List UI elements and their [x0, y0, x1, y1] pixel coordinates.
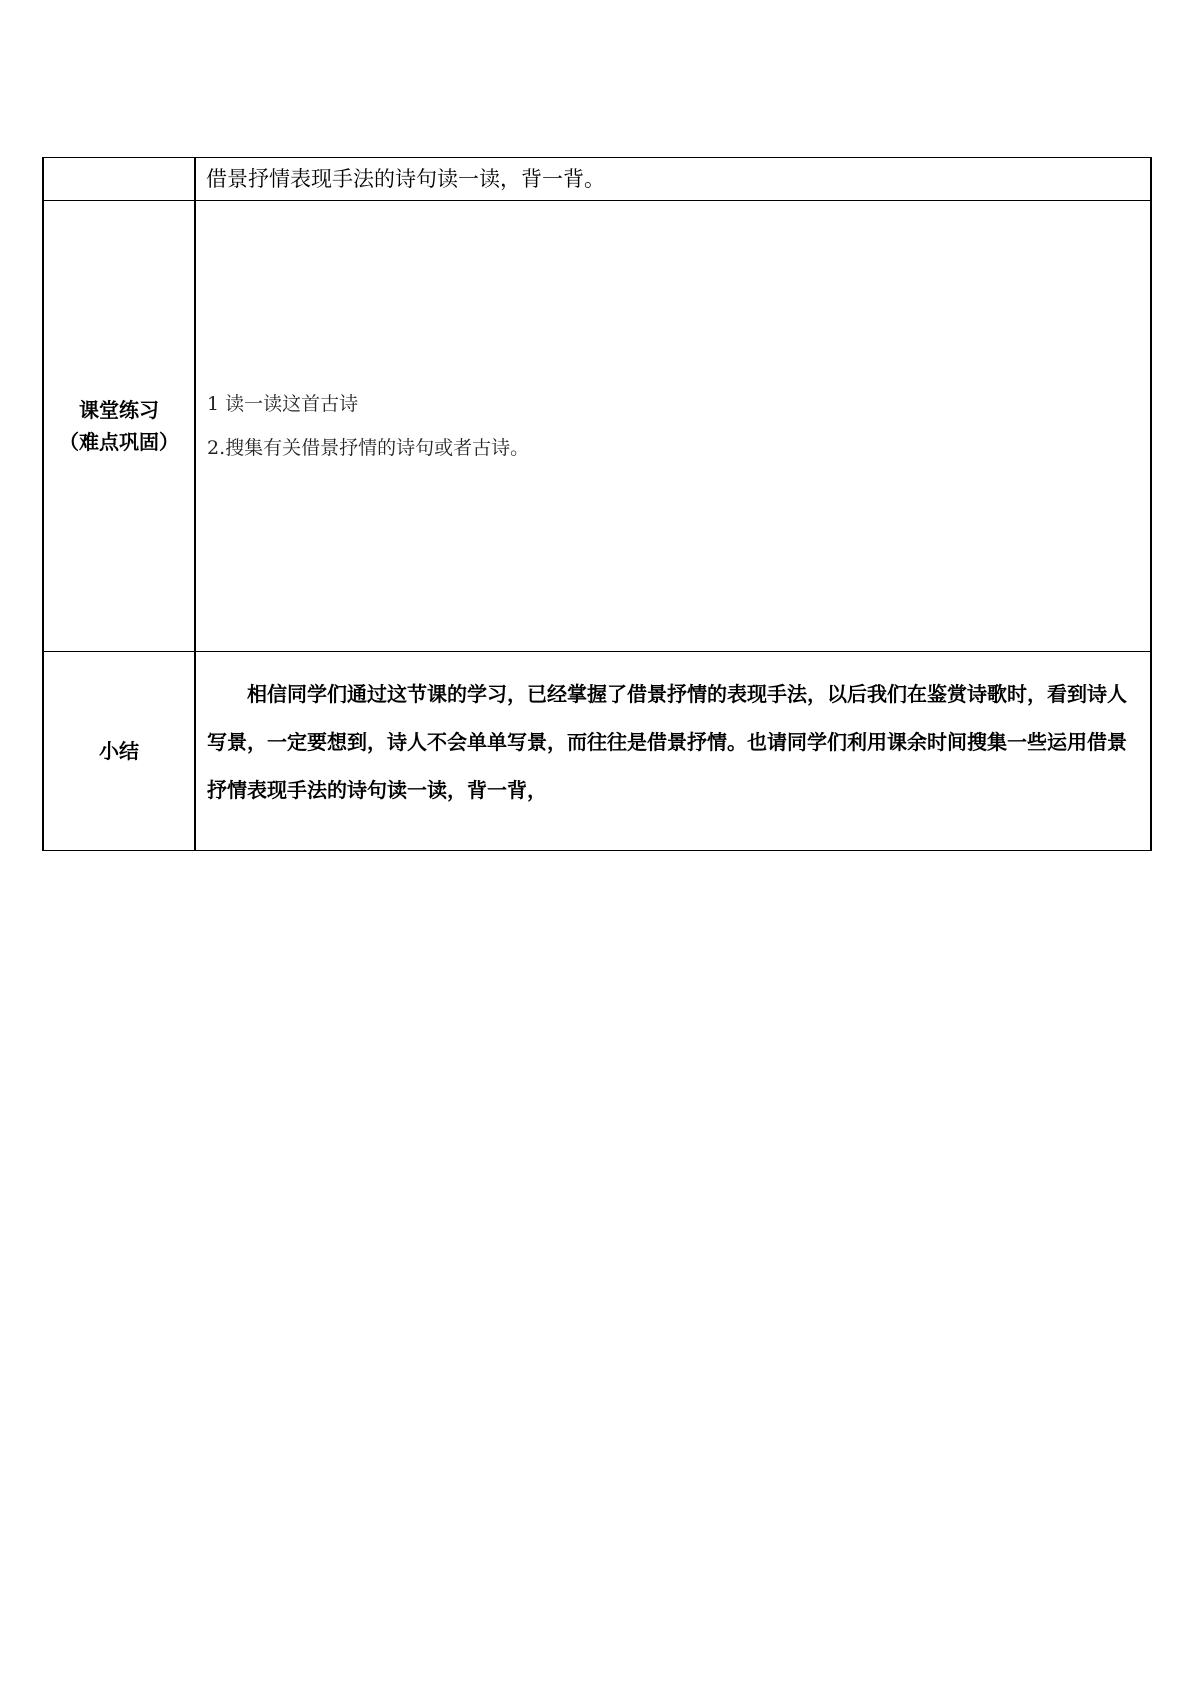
summary-paragraph: 相信同学们通过这节课的学习，已经掌握了借景抒情的表现手法，以后我们在鉴赏诗歌时，看到诗人写景，一定要想到，诗人不会单单写景，而往往是借景抒情。也请同学们利用课余时间搜集一些运用借景抒情表现手法的诗句读一读，背一背，	[207, 682, 1127, 802]
table-row-summary	[43, 652, 1151, 851]
row-content-practice	[195, 201, 1151, 652]
table-row-continuation	[43, 158, 1151, 201]
table-row-practice	[43, 201, 1151, 652]
row-content-summary	[195, 652, 1151, 851]
row-label-empty	[43, 158, 195, 201]
row-label-practice	[43, 201, 195, 652]
row-label-summary: 小结	[43, 652, 195, 851]
list-item: 2.搜集有关借景抒情的诗句或者古诗。	[207, 437, 530, 459]
continuation-text: 借景抒情表现手法的诗句读一读，背一背。	[206, 167, 605, 191]
lesson-plan-table	[42, 157, 1152, 851]
practice-label-title: 课堂练习	[79, 398, 159, 422]
practice-list	[196, 382, 1150, 470]
practice-label-subtitle: （难点巩固）	[59, 430, 179, 454]
row-content-continuation	[195, 158, 1151, 201]
list-item: 1 读一读这首古诗	[207, 393, 359, 415]
